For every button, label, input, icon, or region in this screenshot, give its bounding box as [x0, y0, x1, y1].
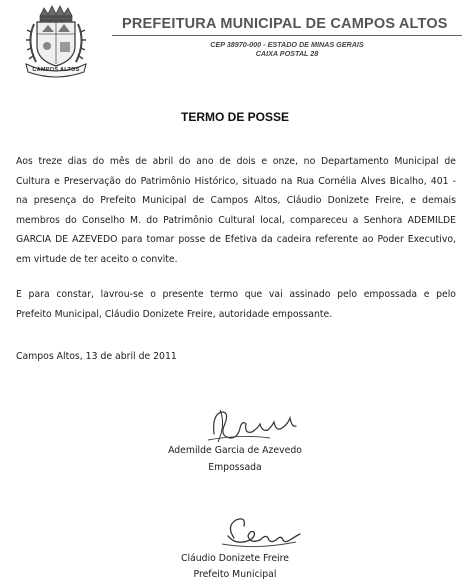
signature-icon: [200, 404, 310, 446]
paragraph-line: GARCIA DE AZEVEDO para tomar posse de Efetiva da cadeira referente ao Poder Executivo,: [16, 234, 456, 245]
signatory-role-1: Empossada: [208, 462, 262, 473]
signatory-role-2: Prefeito Municipal: [193, 569, 277, 580]
paragraph-1: [16, 152, 456, 269]
paragraph-line: membros do Conselho M. do Patrimônio Cultural local, compareceu a Senhora ADEMILDE: [16, 214, 456, 226]
signatory-name-1: Ademilde Garcia de Azevedo: [168, 445, 302, 456]
header-postal-box: CAIXA POSTAL 28: [255, 49, 319, 58]
header-address: CEP 38970-000 - ESTADO DE MINAS GERAIS: [210, 40, 364, 49]
document-title: TERMO DE POSSE: [180, 110, 290, 124]
paragraph-line: Cultura e Preservação do Patrimônio Histórico, situado na Rua Cornélia Alves Bicalho, 401 -: [16, 175, 456, 187]
paragraph-line: E para constar, lavrou-se o presente termo que vai assinado pelo empossada e pelo: [16, 289, 456, 300]
dateline: Campos Altos, 13 de abril de 2011: [16, 351, 177, 362]
paragraph-line: em virtude de ter aceito o convite.: [16, 253, 178, 265]
signature-icon: [216, 512, 312, 552]
paragraph-line: Prefeito Municipal, Cláudio Donizete Freire, autoridade empossante.: [16, 308, 333, 320]
crest-text: CAMPOS ALTOS: [32, 67, 80, 73]
signatory-name-2: Cláudio Donizete Freire: [181, 553, 289, 564]
paragraph-line: Aos treze dias do mês de abril do ano de dois e onze, no Departamento Municipal de: [16, 156, 456, 167]
paragraph-2: [16, 285, 456, 324]
header-title: PREFEITURA MUNICIPAL DE CAMPOS ALTOS: [122, 16, 448, 32]
paragraph-line: na presença do Prefeito Municipal de Campos Altos, Cláudio Donizete Freire, e demais: [16, 195, 456, 206]
header-divider: [112, 35, 462, 36]
